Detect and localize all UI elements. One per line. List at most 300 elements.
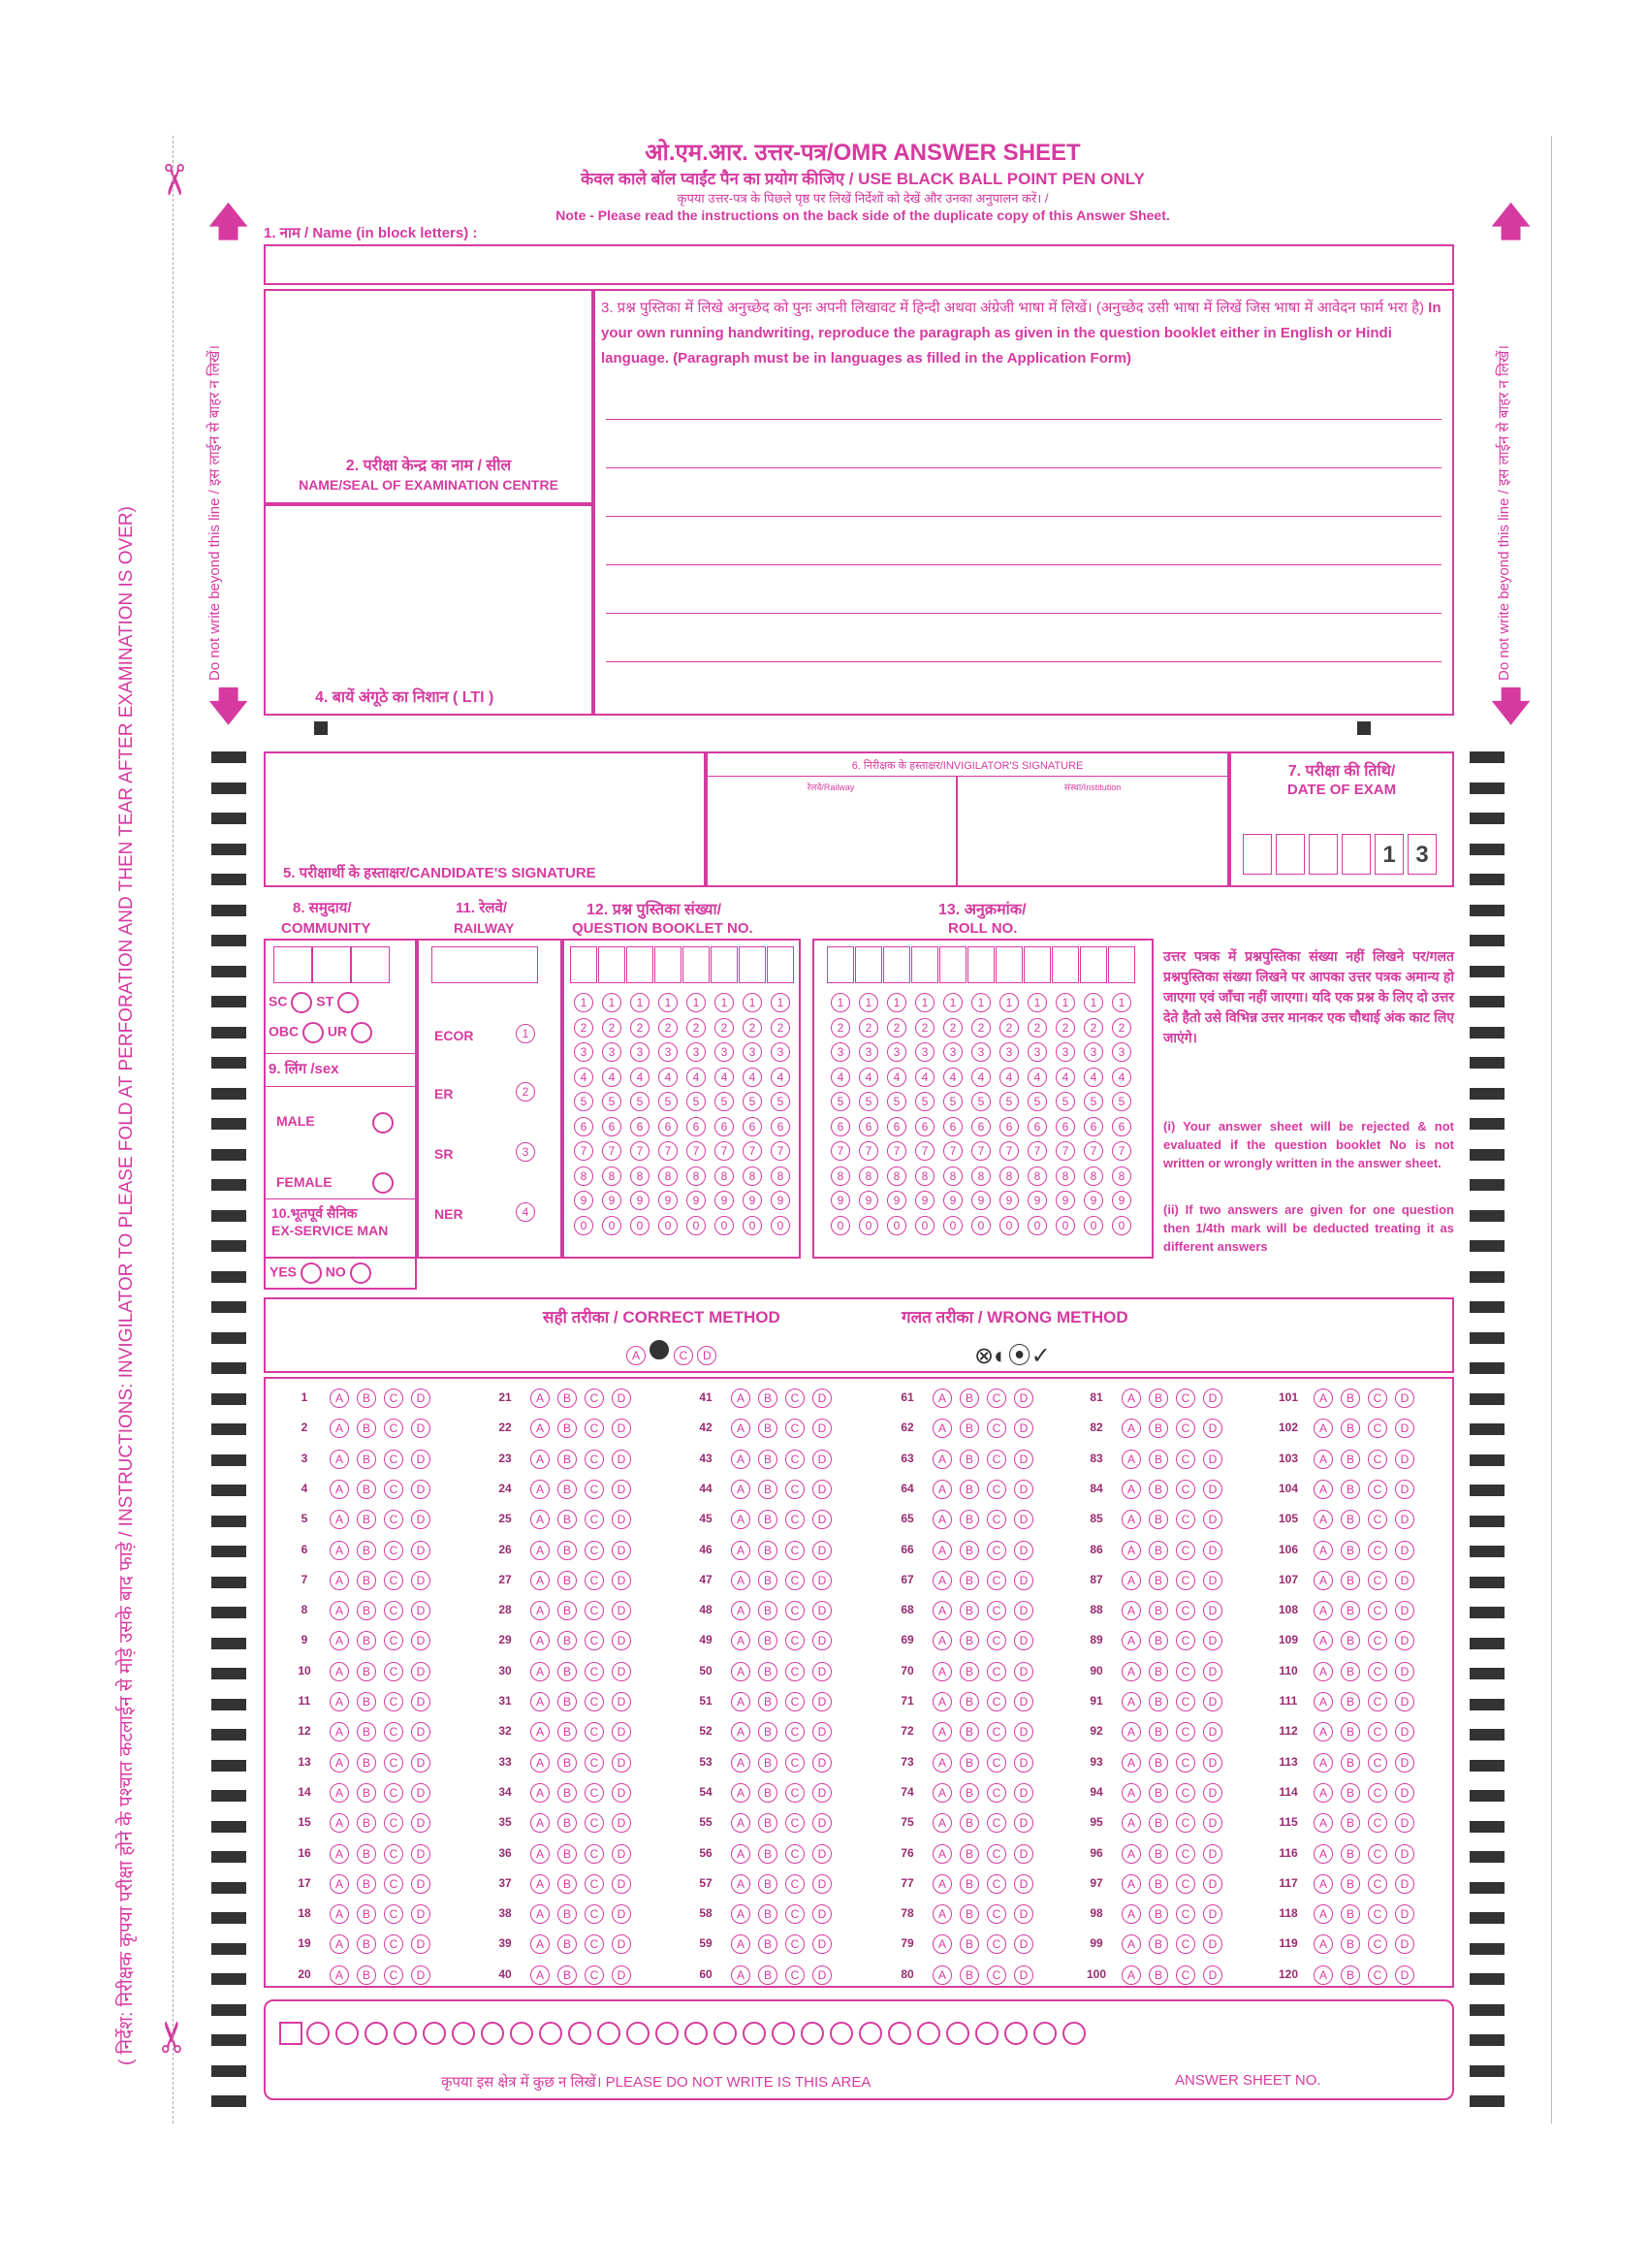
answer-bubble[interactable]: D xyxy=(1395,1571,1414,1590)
digit-write-cell[interactable] xyxy=(883,946,910,983)
answer-bubble[interactable]: A xyxy=(1314,1601,1333,1620)
answer-bubble[interactable]: C xyxy=(987,1510,1006,1529)
digit-bubble[interactable]: 2 xyxy=(943,1018,963,1038)
digit-bubble[interactable]: 8 xyxy=(1028,1166,1047,1186)
st-bubble[interactable] xyxy=(337,992,359,1013)
answer-bubble[interactable]: C xyxy=(384,1450,403,1469)
digit-bubble[interactable]: 7 xyxy=(743,1141,762,1161)
answer-bubble[interactable]: B xyxy=(758,1844,777,1864)
answer-bubble[interactable]: D xyxy=(812,1541,832,1560)
answer-bubble[interactable]: A xyxy=(731,1965,750,1985)
answer-bubble[interactable]: A xyxy=(1122,1753,1141,1773)
answer-bubble[interactable]: C xyxy=(1176,1480,1195,1499)
digit-bubble[interactable]: 4 xyxy=(658,1068,678,1087)
answer-bubble[interactable]: D xyxy=(612,1965,631,1985)
answer-bubble[interactable]: C xyxy=(987,1844,1006,1864)
answer-bubble[interactable]: A xyxy=(330,1389,349,1408)
answer-bubble[interactable]: B xyxy=(758,1480,777,1499)
answer-bubble[interactable]: D xyxy=(1395,1692,1414,1711)
answer-bubble[interactable]: B xyxy=(960,1692,979,1711)
answer-bubble[interactable]: A xyxy=(731,1419,750,1438)
answer-bubble[interactable]: B xyxy=(960,1601,979,1620)
digit-bubble[interactable]: 9 xyxy=(686,1191,706,1210)
digit-bubble[interactable]: 6 xyxy=(1112,1117,1131,1136)
answer-bubble[interactable]: B xyxy=(357,1389,376,1408)
digit-write-cell[interactable] xyxy=(939,946,967,983)
digit-bubble[interactable]: 0 xyxy=(831,1216,850,1235)
digit-bubble[interactable]: 2 xyxy=(859,1018,878,1038)
digit-bubble[interactable]: 1 xyxy=(1028,993,1047,1012)
male-bubble[interactable] xyxy=(372,1112,394,1134)
answer-bubble[interactable]: D xyxy=(1395,1480,1414,1499)
digit-bubble[interactable]: 6 xyxy=(971,1117,991,1136)
answer-bubble[interactable]: A xyxy=(933,1541,952,1560)
answer-bubble[interactable]: A xyxy=(1314,1662,1333,1681)
digit-bubble[interactable]: 6 xyxy=(686,1117,706,1136)
answer-bubble[interactable]: C xyxy=(785,1631,805,1650)
answer-bubble[interactable]: A xyxy=(933,1753,952,1773)
answer-bubble[interactable]: B xyxy=(557,1631,577,1650)
answer-bubble[interactable]: D xyxy=(812,1934,832,1954)
digit-bubble[interactable]: 8 xyxy=(943,1166,963,1186)
answer-bubble[interactable]: B xyxy=(1341,1571,1360,1590)
answer-bubble[interactable]: C xyxy=(384,1541,403,1560)
answer-bubble[interactable]: A xyxy=(530,1480,550,1499)
digit-bubble[interactable]: 0 xyxy=(943,1216,963,1235)
digit-bubble[interactable]: 9 xyxy=(1084,1191,1103,1210)
answer-bubble[interactable]: B xyxy=(357,1419,376,1438)
answer-bubble[interactable]: C xyxy=(987,1419,1006,1438)
answer-bubble[interactable]: B xyxy=(1149,1722,1168,1741)
answer-bubble[interactable]: C xyxy=(987,1389,1006,1408)
answer-bubble[interactable]: B xyxy=(1149,1450,1168,1469)
digit-bubble[interactable]: 7 xyxy=(1028,1141,1047,1161)
answer-bubble[interactable]: A xyxy=(1122,1662,1141,1681)
digit-bubble[interactable]: 4 xyxy=(831,1068,850,1087)
answer-bubble[interactable]: D xyxy=(1395,1722,1414,1741)
date-cell[interactable]: 3 xyxy=(1408,834,1437,875)
answer-bubble[interactable]: A xyxy=(1314,1692,1333,1711)
answer-bubble[interactable]: A xyxy=(731,1904,750,1924)
answer-bubble[interactable]: D xyxy=(812,1631,832,1650)
answer-bubble[interactable]: B xyxy=(357,1904,376,1924)
digit-bubble[interactable]: 8 xyxy=(686,1166,706,1186)
digit-bubble[interactable]: 2 xyxy=(714,1018,734,1038)
answer-bubble[interactable]: C xyxy=(987,1662,1006,1681)
digit-bubble[interactable]: 8 xyxy=(743,1166,762,1186)
digit-bubble[interactable]: 8 xyxy=(999,1166,1019,1186)
digit-bubble[interactable]: 1 xyxy=(999,993,1019,1012)
answer-bubble[interactable]: C xyxy=(1176,1662,1195,1681)
answer-bubble[interactable]: A xyxy=(1314,1813,1333,1833)
answer-bubble[interactable]: D xyxy=(1203,1904,1222,1924)
answer-bubble[interactable]: B xyxy=(758,1722,777,1741)
answer-bubble[interactable]: D xyxy=(612,1753,631,1773)
answer-bubble[interactable]: B xyxy=(357,1844,376,1864)
answer-bubble[interactable]: B xyxy=(1149,1783,1168,1803)
digit-bubble[interactable]: 8 xyxy=(887,1166,906,1186)
digit-bubble[interactable]: 4 xyxy=(1112,1068,1131,1087)
digit-bubble[interactable]: 6 xyxy=(771,1117,790,1136)
answer-bubble[interactable]: A xyxy=(330,1753,349,1773)
answer-bubble[interactable]: C xyxy=(1368,1874,1387,1894)
answer-bubble[interactable]: A xyxy=(933,1844,952,1864)
answer-bubble[interactable]: C xyxy=(785,1480,805,1499)
answer-bubble[interactable]: C xyxy=(384,1662,403,1681)
answer-bubble[interactable]: C xyxy=(1176,1450,1195,1469)
answer-bubble[interactable]: C xyxy=(987,1904,1006,1924)
digit-bubble[interactable]: 7 xyxy=(1112,1141,1131,1161)
answer-bubble[interactable]: D xyxy=(612,1874,631,1894)
answer-bubble[interactable]: D xyxy=(1203,1541,1222,1560)
answer-bubble[interactable]: B xyxy=(960,1631,979,1650)
digit-bubble[interactable]: 6 xyxy=(602,1117,621,1136)
answer-bubble[interactable]: D xyxy=(1014,1874,1033,1894)
answer-bubble[interactable]: B xyxy=(357,1631,376,1650)
answer-bubble[interactable]: B xyxy=(758,1753,777,1773)
digit-bubble[interactable]: 0 xyxy=(574,1216,593,1235)
answer-bubble[interactable]: C xyxy=(1368,1753,1387,1773)
answer-bubble[interactable]: C xyxy=(785,1601,805,1620)
answer-bubble[interactable]: B xyxy=(557,1965,577,1985)
answer-bubble[interactable]: D xyxy=(1203,1813,1222,1833)
answer-bubble[interactable]: A xyxy=(1122,1389,1141,1408)
answer-bubble[interactable]: C xyxy=(384,1510,403,1529)
answer-bubble[interactable]: D xyxy=(1014,1934,1033,1954)
digit-bubble[interactable]: 7 xyxy=(771,1141,790,1161)
answer-bubble[interactable]: D xyxy=(1014,1783,1033,1803)
answer-bubble[interactable]: D xyxy=(411,1904,430,1924)
answer-bubble[interactable]: A xyxy=(731,1813,750,1833)
answer-bubble[interactable]: A xyxy=(1122,1571,1141,1590)
digit-bubble[interactable]: 9 xyxy=(887,1191,906,1210)
answer-bubble[interactable]: D xyxy=(411,1419,430,1438)
answer-bubble[interactable]: B xyxy=(357,1541,376,1560)
answer-bubble[interactable]: A xyxy=(731,1601,750,1620)
answer-bubble[interactable]: A xyxy=(731,1662,750,1681)
digit-bubble[interactable]: 6 xyxy=(1056,1117,1075,1136)
answer-bubble[interactable]: B xyxy=(758,1783,777,1803)
digit-bubble[interactable]: 0 xyxy=(686,1216,706,1235)
answer-bubble[interactable]: A xyxy=(1314,1510,1333,1529)
answer-bubble[interactable]: A xyxy=(330,1934,349,1954)
digit-bubble[interactable]: 2 xyxy=(831,1018,850,1038)
answer-bubble[interactable]: B xyxy=(557,1601,577,1620)
answer-bubble[interactable]: A xyxy=(933,1419,952,1438)
answer-bubble[interactable]: A xyxy=(731,1753,750,1773)
answer-bubble[interactable]: A xyxy=(933,1662,952,1681)
answer-bubble[interactable]: D xyxy=(1014,1510,1033,1529)
answer-bubble[interactable]: D xyxy=(612,1692,631,1711)
answer-bubble[interactable]: B xyxy=(557,1450,577,1469)
answer-bubble[interactable]: B xyxy=(557,1541,577,1560)
answer-bubble[interactable]: C xyxy=(785,1692,805,1711)
answer-bubble[interactable]: A xyxy=(933,1692,952,1711)
answer-bubble[interactable]: C xyxy=(1176,1631,1195,1650)
digit-bubble[interactable]: 7 xyxy=(971,1141,991,1161)
answer-bubble[interactable]: A xyxy=(933,1601,952,1620)
answer-bubble[interactable]: C xyxy=(1368,1601,1387,1620)
answer-bubble[interactable]: A xyxy=(1314,1965,1333,1985)
answer-bubble[interactable]: B xyxy=(960,1450,979,1469)
answer-bubble[interactable]: D xyxy=(1395,1965,1414,1985)
answer-bubble[interactable]: A xyxy=(530,1753,550,1773)
digit-bubble[interactable]: 8 xyxy=(714,1166,734,1186)
digit-bubble[interactable]: 8 xyxy=(831,1166,850,1186)
answer-bubble[interactable]: B xyxy=(1341,1601,1360,1620)
answer-bubble[interactable]: C xyxy=(585,1934,604,1954)
digit-bubble[interactable]: 4 xyxy=(1056,1068,1075,1087)
answer-bubble[interactable]: C xyxy=(785,1844,805,1864)
answer-bubble[interactable]: D xyxy=(411,1662,430,1681)
answer-bubble[interactable]: D xyxy=(1203,1480,1222,1499)
answer-bubble[interactable]: A xyxy=(1122,1934,1141,1954)
answer-bubble[interactable]: B xyxy=(357,1692,376,1711)
digit-bubble[interactable]: 0 xyxy=(1084,1216,1103,1235)
answer-bubble[interactable]: D xyxy=(411,1722,430,1741)
digit-bubble[interactable]: 9 xyxy=(658,1191,678,1210)
answer-bubble[interactable]: D xyxy=(612,1571,631,1590)
digit-bubble[interactable]: 5 xyxy=(771,1092,790,1111)
railway-option-bubble[interactable]: 4 xyxy=(516,1202,535,1222)
answer-bubble[interactable]: B xyxy=(1341,1722,1360,1741)
answer-bubble[interactable]: B xyxy=(1149,1813,1168,1833)
answer-bubble[interactable]: D xyxy=(411,1934,430,1954)
answer-bubble[interactable]: C xyxy=(987,1874,1006,1894)
digit-bubble[interactable]: 0 xyxy=(602,1216,621,1235)
answer-bubble[interactable]: B xyxy=(758,1965,777,1985)
answer-bubble[interactable]: D xyxy=(1395,1510,1414,1529)
answer-bubble[interactable]: B xyxy=(557,1389,577,1408)
answer-bubble[interactable]: D xyxy=(612,1783,631,1803)
digit-bubble[interactable]: 6 xyxy=(943,1117,963,1136)
answer-bubble[interactable]: D xyxy=(612,1541,631,1560)
answer-bubble[interactable]: D xyxy=(1395,1389,1414,1408)
answer-bubble[interactable]: C xyxy=(785,1722,805,1741)
answer-bubble[interactable]: A xyxy=(330,1419,349,1438)
answer-bubble[interactable]: B xyxy=(557,1934,577,1954)
answer-bubble[interactable]: C xyxy=(1368,1480,1387,1499)
digit-bubble[interactable]: 2 xyxy=(686,1018,706,1038)
answer-bubble[interactable]: A xyxy=(330,1904,349,1924)
answer-bubble[interactable]: A xyxy=(330,1601,349,1620)
answer-bubble[interactable]: C xyxy=(987,1722,1006,1741)
digit-bubble[interactable]: 4 xyxy=(602,1068,621,1087)
answer-bubble[interactable]: C xyxy=(987,1965,1006,1985)
digit-bubble[interactable]: 3 xyxy=(999,1042,1019,1062)
answer-bubble[interactable]: B xyxy=(1341,1510,1360,1529)
answer-bubble[interactable]: A xyxy=(530,1692,550,1711)
answer-bubble[interactable]: B xyxy=(1341,1480,1360,1499)
answer-bubble[interactable]: A xyxy=(933,1480,952,1499)
digit-bubble[interactable]: 0 xyxy=(630,1216,650,1235)
digit-bubble[interactable]: 0 xyxy=(1056,1216,1075,1235)
digit-bubble[interactable]: 1 xyxy=(1084,993,1103,1012)
digit-bubble[interactable]: 9 xyxy=(743,1191,762,1210)
answer-bubble[interactable]: C xyxy=(1368,1450,1387,1469)
answer-bubble[interactable]: D xyxy=(812,1692,832,1711)
digit-bubble[interactable]: 5 xyxy=(999,1092,1019,1111)
answer-bubble[interactable]: B xyxy=(557,1904,577,1924)
answer-bubble[interactable]: B xyxy=(557,1753,577,1773)
digit-bubble[interactable]: 8 xyxy=(1084,1166,1103,1186)
answer-bubble[interactable]: A xyxy=(1122,1450,1141,1469)
digit-bubble[interactable]: 7 xyxy=(574,1141,593,1161)
answer-bubble[interactable]: A xyxy=(1122,1844,1141,1864)
digit-bubble[interactable]: 0 xyxy=(1112,1216,1131,1235)
digit-bubble[interactable]: 4 xyxy=(630,1068,650,1087)
answer-bubble[interactable]: C xyxy=(785,1904,805,1924)
answer-bubble[interactable]: A xyxy=(933,1874,952,1894)
answer-bubble[interactable]: A xyxy=(330,1874,349,1894)
answer-bubble[interactable]: D xyxy=(1014,1601,1033,1620)
digit-write-cell[interactable] xyxy=(654,946,681,983)
answer-bubble[interactable]: B xyxy=(1149,1844,1168,1864)
digit-write-cell[interactable] xyxy=(767,946,794,983)
answer-bubble[interactable]: D xyxy=(1395,1753,1414,1773)
answer-bubble[interactable]: D xyxy=(612,1813,631,1833)
digit-bubble[interactable]: 4 xyxy=(743,1068,762,1087)
answer-bubble[interactable]: C xyxy=(785,1450,805,1469)
answer-bubble[interactable]: A xyxy=(530,1450,550,1469)
answer-bubble[interactable]: D xyxy=(612,1631,631,1650)
answer-bubble[interactable]: D xyxy=(411,1692,430,1711)
answer-bubble[interactable]: B xyxy=(357,1601,376,1620)
digit-bubble[interactable]: 0 xyxy=(859,1216,878,1235)
digit-bubble[interactable]: 1 xyxy=(887,993,906,1012)
answer-bubble[interactable]: B xyxy=(1341,1874,1360,1894)
ur-bubble[interactable] xyxy=(351,1022,372,1043)
digit-bubble[interactable]: 3 xyxy=(1084,1042,1103,1062)
answer-bubble[interactable]: C xyxy=(785,1934,805,1954)
answer-bubble[interactable]: B xyxy=(557,1783,577,1803)
digit-bubble[interactable]: 3 xyxy=(630,1042,650,1062)
answer-bubble[interactable]: C xyxy=(785,1783,805,1803)
answer-bubble[interactable]: C xyxy=(987,1783,1006,1803)
answer-bubble[interactable]: D xyxy=(612,1389,631,1408)
answer-bubble[interactable]: A xyxy=(933,1722,952,1741)
answer-bubble[interactable]: D xyxy=(1014,1722,1033,1741)
answer-bubble[interactable]: B xyxy=(357,1783,376,1803)
digit-bubble[interactable]: 0 xyxy=(714,1216,734,1235)
answer-bubble[interactable]: B xyxy=(758,1934,777,1954)
digit-bubble[interactable]: 4 xyxy=(686,1068,706,1087)
digit-bubble[interactable]: 6 xyxy=(743,1117,762,1136)
answer-bubble[interactable]: D xyxy=(1395,1813,1414,1833)
answer-bubble[interactable]: D xyxy=(812,1904,832,1924)
digit-bubble[interactable]: 3 xyxy=(771,1042,790,1062)
answer-bubble[interactable]: C xyxy=(585,1510,604,1529)
answer-bubble[interactable]: A xyxy=(1122,1692,1141,1711)
digit-bubble[interactable]: 9 xyxy=(771,1191,790,1210)
digit-bubble[interactable]: 6 xyxy=(630,1117,650,1136)
digit-bubble[interactable]: 2 xyxy=(1084,1018,1103,1038)
answer-bubble[interactable]: B xyxy=(1341,1965,1360,1985)
answer-bubble[interactable]: C xyxy=(785,1419,805,1438)
digit-bubble[interactable]: 0 xyxy=(658,1216,678,1235)
answer-bubble[interactable]: C xyxy=(384,1753,403,1773)
answer-bubble[interactable]: C xyxy=(1176,1844,1195,1864)
answer-bubble[interactable]: B xyxy=(1149,1541,1168,1560)
answer-bubble[interactable]: C xyxy=(1176,1541,1195,1560)
answer-bubble[interactable]: B xyxy=(1341,1389,1360,1408)
digit-bubble[interactable]: 5 xyxy=(1056,1092,1075,1111)
digit-write-cell[interactable] xyxy=(626,946,653,983)
answer-bubble[interactable]: A xyxy=(330,1844,349,1864)
answer-bubble[interactable]: C xyxy=(1368,1662,1387,1681)
answer-bubble[interactable]: D xyxy=(812,1813,832,1833)
answer-bubble[interactable]: C xyxy=(585,1601,604,1620)
digit-bubble[interactable]: 4 xyxy=(887,1068,906,1087)
digit-bubble[interactable]: 7 xyxy=(1084,1141,1103,1161)
answer-bubble[interactable]: B xyxy=(357,1571,376,1590)
answer-bubble[interactable]: D xyxy=(1014,1389,1033,1408)
digit-bubble[interactable]: 4 xyxy=(1028,1068,1047,1087)
digit-write-cell[interactable] xyxy=(996,946,1023,983)
thumb-impression-box[interactable] xyxy=(264,504,593,716)
answer-bubble[interactable]: A xyxy=(530,1904,550,1924)
answer-bubble[interactable]: A xyxy=(330,1450,349,1469)
answer-bubble[interactable]: B xyxy=(1341,1783,1360,1803)
answer-bubble[interactable]: A xyxy=(933,1450,952,1469)
digit-bubble[interactable]: 9 xyxy=(1028,1191,1047,1210)
answer-bubble[interactable]: D xyxy=(411,1783,430,1803)
answer-bubble[interactable]: A xyxy=(1122,1601,1141,1620)
answer-bubble[interactable]: A xyxy=(530,1844,550,1864)
digit-bubble[interactable]: 8 xyxy=(915,1166,935,1186)
answer-bubble[interactable]: D xyxy=(812,1753,832,1773)
answer-bubble[interactable]: B xyxy=(557,1844,577,1864)
answer-bubble[interactable]: C xyxy=(585,1783,604,1803)
answer-bubble[interactable]: D xyxy=(1014,1662,1033,1681)
answer-bubble[interactable]: C xyxy=(384,1783,403,1803)
answer-bubble[interactable]: C xyxy=(785,1389,805,1408)
answer-bubble[interactable]: D xyxy=(812,1571,832,1590)
digit-write-cell[interactable] xyxy=(1052,946,1079,983)
answer-bubble[interactable]: D xyxy=(612,1722,631,1741)
digit-bubble[interactable]: 8 xyxy=(1112,1166,1131,1186)
answer-bubble[interactable]: C xyxy=(987,1601,1006,1620)
answer-bubble[interactable]: A xyxy=(1122,1722,1141,1741)
digit-write-cell[interactable] xyxy=(1080,946,1107,983)
answer-bubble[interactable]: C xyxy=(1176,1753,1195,1773)
answer-bubble[interactable]: C xyxy=(987,1934,1006,1954)
digit-bubble[interactable]: 6 xyxy=(831,1117,850,1136)
digit-bubble[interactable]: 9 xyxy=(859,1191,878,1210)
answer-bubble[interactable]: D xyxy=(1203,1662,1222,1681)
answer-bubble[interactable]: D xyxy=(1395,1601,1414,1620)
answer-bubble[interactable]: D xyxy=(1203,1419,1222,1438)
digit-bubble[interactable]: 0 xyxy=(1028,1216,1047,1235)
digit-bubble[interactable]: 6 xyxy=(1084,1117,1103,1136)
railway-option-bubble[interactable]: 1 xyxy=(516,1024,535,1043)
answer-bubble[interactable]: A xyxy=(1122,1965,1141,1985)
answer-bubble[interactable]: B xyxy=(357,1722,376,1741)
digit-bubble[interactable]: 8 xyxy=(1056,1166,1075,1186)
digit-bubble[interactable]: 7 xyxy=(602,1141,621,1161)
answer-bubble[interactable]: D xyxy=(1203,1692,1222,1711)
answer-bubble[interactable]: C xyxy=(1176,1692,1195,1711)
answer-bubble[interactable]: B xyxy=(960,1722,979,1741)
answer-bubble[interactable]: C xyxy=(785,1965,805,1985)
answer-bubble[interactable]: A xyxy=(1314,1844,1333,1864)
answer-bubble[interactable]: C xyxy=(384,1419,403,1438)
answer-bubble[interactable]: C xyxy=(987,1571,1006,1590)
answer-bubble[interactable]: B xyxy=(758,1541,777,1560)
digit-bubble[interactable]: 0 xyxy=(887,1216,906,1235)
digit-bubble[interactable]: 2 xyxy=(771,1018,790,1038)
answer-bubble[interactable]: D xyxy=(812,1601,832,1620)
